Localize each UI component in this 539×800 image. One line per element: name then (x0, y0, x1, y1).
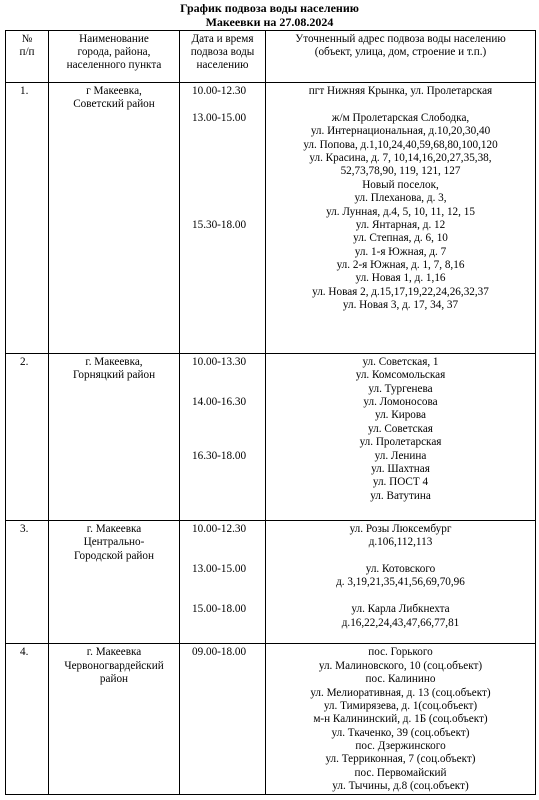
address-line: ул. Ломоносова (363, 395, 438, 408)
header-time: Дата и время подвоза воды населению (180, 31, 266, 83)
address-line: ул. Новая 2, д.15,17,19,22,24,26,32,37 (312, 285, 489, 298)
table-row (6, 353, 536, 520)
district-name: г. Макеевка, Горняцкий район (49, 353, 180, 520)
table-row (6, 520, 536, 644)
row-number: 2. (6, 353, 49, 520)
time-slot (180, 617, 265, 630)
document-title: График подвоза воды населению (180, 1, 359, 15)
district-name: г. Макеевка Червоногвардейский район (49, 644, 180, 794)
time-slot: 16.30-18.00 (192, 449, 247, 462)
time-slot (180, 630, 265, 643)
address-line: ул. Советская (368, 422, 433, 435)
address-line (266, 98, 535, 111)
time-slot: 09.00-18.00 (192, 646, 247, 659)
address-line: ул. 1-я Южная, д. 7 (354, 245, 447, 258)
address-line: ж/м Пролетарская Слободка, (331, 111, 470, 124)
address-line: ул. Тургенева (368, 382, 433, 395)
address-line: ул. Ленина (374, 449, 427, 462)
address-line: ул. Терриконная, 7 (соц.объект) (325, 753, 476, 766)
address-line (266, 590, 535, 603)
table-header-row (6, 31, 536, 83)
address-line: ул. Степная, д. 6, 10 (353, 232, 448, 245)
time-slot (180, 550, 265, 563)
time-slot (180, 436, 265, 449)
delivery-times (180, 353, 266, 520)
address-line: ул. Советская, 1 (362, 355, 439, 368)
row-number: 1. (6, 83, 49, 354)
time-slot (180, 192, 265, 205)
delivery-times (180, 644, 266, 794)
time-slot (180, 206, 265, 219)
address-line: Новый поселок, (362, 178, 439, 191)
address-line: пос. Калинино (365, 673, 436, 686)
address-line: д.106,112,113 (368, 536, 433, 549)
time-slot: 13.00-15.00 (192, 562, 247, 575)
address-line: ул. Котовского (365, 562, 436, 575)
time-slot: 10.00-13.30 (192, 355, 247, 368)
delivery-addresses (266, 353, 536, 520)
address-line: ул. Тычины, д.8 (соц.объект) (332, 780, 469, 793)
district-name: г. Макеевка Центрально- Городской район (49, 520, 180, 644)
address-line: ул. Ткаченко, 39 (соц.объект) (331, 726, 470, 739)
time-slot (180, 409, 265, 422)
time-slot (180, 536, 265, 549)
delivery-times (180, 83, 266, 354)
time-slot: 13.00-15.00 (192, 111, 247, 124)
address-line: ул. 2-я Южная, д. 1, 7, 8,16 (336, 259, 465, 272)
document-subtitle: Макеевки на 27.08.2024 (205, 15, 334, 29)
address-line (266, 313, 535, 326)
address-line: пгт Нижняя Крынка, ул. Пролетарская (308, 85, 493, 97)
address-line: ул. Ватутина (370, 489, 431, 502)
address-line: пос. Первомайский (354, 766, 447, 779)
time-slot (180, 246, 265, 259)
time-slot (180, 463, 265, 476)
time-slot (180, 259, 265, 272)
address-line: ул. Пролетарская (359, 436, 442, 449)
address-line: пос. Горького (368, 646, 433, 659)
time-slot (180, 326, 265, 339)
address-line: ул. Попова, д.1,10,24,40,59,68,80,100,120 (303, 138, 498, 151)
delivery-addresses (266, 644, 536, 794)
row-number: 3. (6, 520, 49, 644)
schedule-table (5, 30, 536, 795)
address-line: ул. Новая 3, д. 17, 34, 37 (342, 299, 459, 312)
time-slot (180, 299, 265, 312)
time-slot (180, 139, 265, 152)
address-line: ул. Новая 1, д. 1,16 (355, 272, 446, 285)
address-line: д. 3,19,21,35,41,56,69,70,96 (336, 576, 465, 589)
time-slot: 14.00-16.30 (192, 395, 247, 408)
time-slot (180, 98, 265, 111)
time-slot (180, 125, 265, 138)
address-line: ул. Кирова (374, 409, 426, 422)
time-slot (180, 590, 265, 603)
time-slot: 15.30-18.00 (192, 218, 247, 231)
address-line (266, 550, 535, 563)
address-line: пос. Дзержинского (355, 740, 446, 753)
time-slot (180, 152, 265, 165)
address-line: ул. Комсомольская (355, 369, 446, 382)
time-slot (180, 339, 265, 352)
time-slot (180, 576, 265, 589)
time-slot (180, 383, 265, 396)
time-slot (180, 272, 265, 285)
header-district: Наименование города, района, населенного пункта (49, 31, 180, 83)
address-line: м-н Калининский, д. 1Б (соц.объект) (313, 713, 488, 726)
time-slot (180, 476, 265, 489)
district-name: г Макеевка, Советский район (49, 83, 180, 354)
address-line: ул. Интернациональная, д.10,20,30,40 (310, 125, 491, 138)
row-number: 4. (6, 644, 49, 794)
header-num: № п/п (6, 31, 49, 83)
time-slot (180, 313, 265, 326)
time-slot (180, 165, 265, 178)
address-line: ул. Карла Либкнехта (351, 603, 450, 616)
table-row (6, 644, 536, 794)
header-address: Уточненный адрес подвоза воды населению (объект, улица, дом, строение и т.п.) (266, 31, 536, 83)
address-line: ул. ПОСТ 4 (372, 476, 429, 489)
table-row (6, 83, 536, 354)
address-line: 52,73,78,90, 119, 121, 127 (340, 165, 461, 178)
time-slot (180, 286, 265, 299)
address-line: ул. Шахтная (371, 462, 430, 475)
address-line: ул. Плеханова, д. 3, (354, 192, 447, 205)
address-line (266, 630, 535, 643)
address-line: ул. Лунная, д.4, 5, 10, 11, 12, 15 (326, 205, 475, 218)
address-line: ул. Розы Люксембург (349, 522, 452, 535)
address-line: ул. Тимирязева, д. 1(соц.объект) (323, 699, 478, 712)
address-line: ул. Малиновского, 10 (соц.объект) (318, 659, 483, 672)
address-line: ул. Мелиоративная, д. 13 (соц.объект) (310, 686, 491, 699)
delivery-addresses (266, 83, 536, 354)
time-slot (180, 232, 265, 245)
time-slot: 10.00-12.30 (192, 522, 247, 535)
delivery-times (180, 520, 266, 644)
delivery-addresses (266, 520, 536, 644)
time-slot (180, 179, 265, 192)
address-line: д.16,22,24,43,47,66,77,81 (341, 616, 460, 629)
time-slot: 10.00-12.30 (192, 85, 247, 97)
time-slot: 15.00-18.00 (192, 603, 247, 616)
address-line: ул. Янтарная, д. 12 (355, 218, 446, 231)
time-slot (180, 490, 265, 503)
address-line: ул. Красина, д. 7, 10,14,16,20,27,35,38, (309, 151, 492, 164)
time-slot (180, 369, 265, 382)
time-slot (180, 423, 265, 436)
